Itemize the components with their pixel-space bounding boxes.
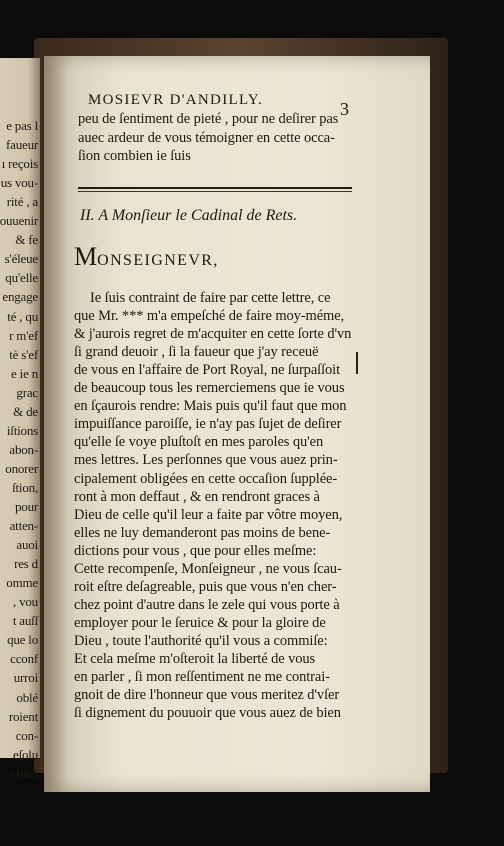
running-title: MOSIEVR D'ANDILLY. [88, 92, 264, 108]
left-page-line: r m'ef [9, 327, 38, 343]
left-page-line: qu'elle [5, 270, 38, 286]
margin-mark [356, 352, 358, 374]
left-page-line: & fe [15, 232, 38, 248]
section-divider-rule [78, 187, 352, 192]
letter-line: dictions pour vous , que pour elles meſme: [74, 542, 317, 559]
left-page-line: ı reçois [1, 156, 38, 172]
left-page-line: oblé [16, 689, 38, 705]
left-page-line: s'éleue [4, 251, 38, 267]
left-page-line: té , qu [7, 308, 38, 324]
letter-line: roit eſtre deſagreable, puis que vous n'en cher- [74, 578, 337, 595]
left-page-line: grac [16, 384, 38, 400]
letter-line: que Mr. *** m'a empeſché de faire moy-méme, [74, 308, 345, 325]
left-page-fragment [0, 58, 40, 781]
closing-line: ſion combien ie ſuis [78, 148, 191, 164]
left-page-line: con- [15, 727, 38, 743]
letter-line: ront à mon deffaut , & en rendront graces à [74, 488, 320, 505]
closing-line: peu de ſentiment de pieté , pour ne deſirer pas [78, 111, 339, 127]
page-number: 3 [340, 99, 349, 119]
left-page-line: e ie n [11, 365, 38, 381]
letter-line: Ie ſuis contraint de faire par cette lettre, ce [90, 290, 331, 306]
letter-line: Et cela meſme m'oſteroit la liberté de vous [74, 651, 316, 667]
left-page-line: r bien [9, 765, 38, 781]
left-page-line: e pas l [6, 118, 38, 133]
left-page-line: atten- [9, 518, 38, 534]
left-page-line: ſtion, [12, 479, 38, 495]
left-page-line: tè s'ef [9, 346, 38, 362]
left-page-line: auoi [16, 537, 38, 553]
letter-line: Dieu , toute l'authorité qu'il vous a commiſe: [74, 632, 328, 649]
letter-line: impuiſſance paroiſſe, ie n'ay pas ſujet de deſirer [74, 416, 342, 433]
left-page-line: rité , a [6, 194, 38, 210]
left-page-line: engage [2, 289, 38, 305]
closing-line: auec ardeur de vous témoigner en cette occa- [78, 130, 335, 146]
letter-line: employer pour le ſeruice & pour la gloire de [74, 614, 326, 631]
left-page-line: & de [13, 403, 38, 419]
letter-line: & j'aurois regret de m'acquiter en cette ſorte d'vn [74, 326, 352, 343]
letter-line: en ſçaurois rendre: Mais puis qu'il faut que mon [74, 398, 347, 415]
left-page-line: roient [8, 708, 38, 724]
letter-line: cipalement obligées en cette occaſion ſupplée- [74, 470, 338, 487]
letter-line: gnoit de dire l'honneur que vous meritez d'vſer [74, 687, 340, 704]
left-page-line: cconf [10, 651, 38, 667]
left-page-line: pour [14, 499, 38, 514]
left-page-line: onorer [5, 460, 38, 476]
letter-line: de beaucoup tous les remerciemens que ie vous [74, 380, 345, 397]
left-page-line: iſtions [6, 422, 38, 438]
left-page-line: res d [14, 556, 38, 572]
left-page-line: eſolu [13, 746, 38, 762]
left-page-line: que lo [7, 632, 38, 648]
salutation [74, 242, 219, 272]
letter-line: elles ne luy demanderont pas moins de bene- [74, 524, 331, 541]
left-page-line: t auſſ [12, 613, 38, 629]
left-page-line: , vou [12, 594, 38, 610]
letter-line: mes lettres. Les perſonnes que vous auez prin- [74, 452, 338, 469]
left-page-line: faueur [6, 137, 38, 153]
letter-heading: II. A Monſieur le Cadinal de Rets. [80, 207, 298, 224]
salutation-rest: ONSEIGNEVR, [97, 252, 219, 269]
letter-line: en parler , ſi mon reſſentiment ne me contrai- [74, 669, 330, 686]
letter-line: Dieu de celle qu'il leur a faite par vôtre moyen, [74, 506, 343, 523]
letter-line: chez point d'autre dans le zele qui vous porte à [74, 596, 340, 613]
left-page-line: us vou- [0, 175, 38, 191]
letter-line: ſi dignement du pouuoir que vous auez de bien [74, 705, 341, 722]
left-page-line: abon- [9, 441, 38, 457]
letter-line: ſi grand deuoir , ſi la faueur que j'ay receuë [74, 344, 319, 361]
left-page-line: ouuenir [0, 213, 38, 229]
left-page-line: omme [6, 575, 38, 591]
letter-line: de vous en l'affaire de Port Royal, ne ſurpaſſoit [74, 362, 341, 379]
letter-line: qu'elle ſe voye pluſtoſt en mes paroles qu'en [74, 434, 324, 451]
salutation-initial: M [74, 242, 98, 271]
left-page-line: urroi [13, 670, 38, 686]
letter-line: Cette recompenſe, Monſeigneur , ne vous ſcau- [74, 560, 342, 577]
